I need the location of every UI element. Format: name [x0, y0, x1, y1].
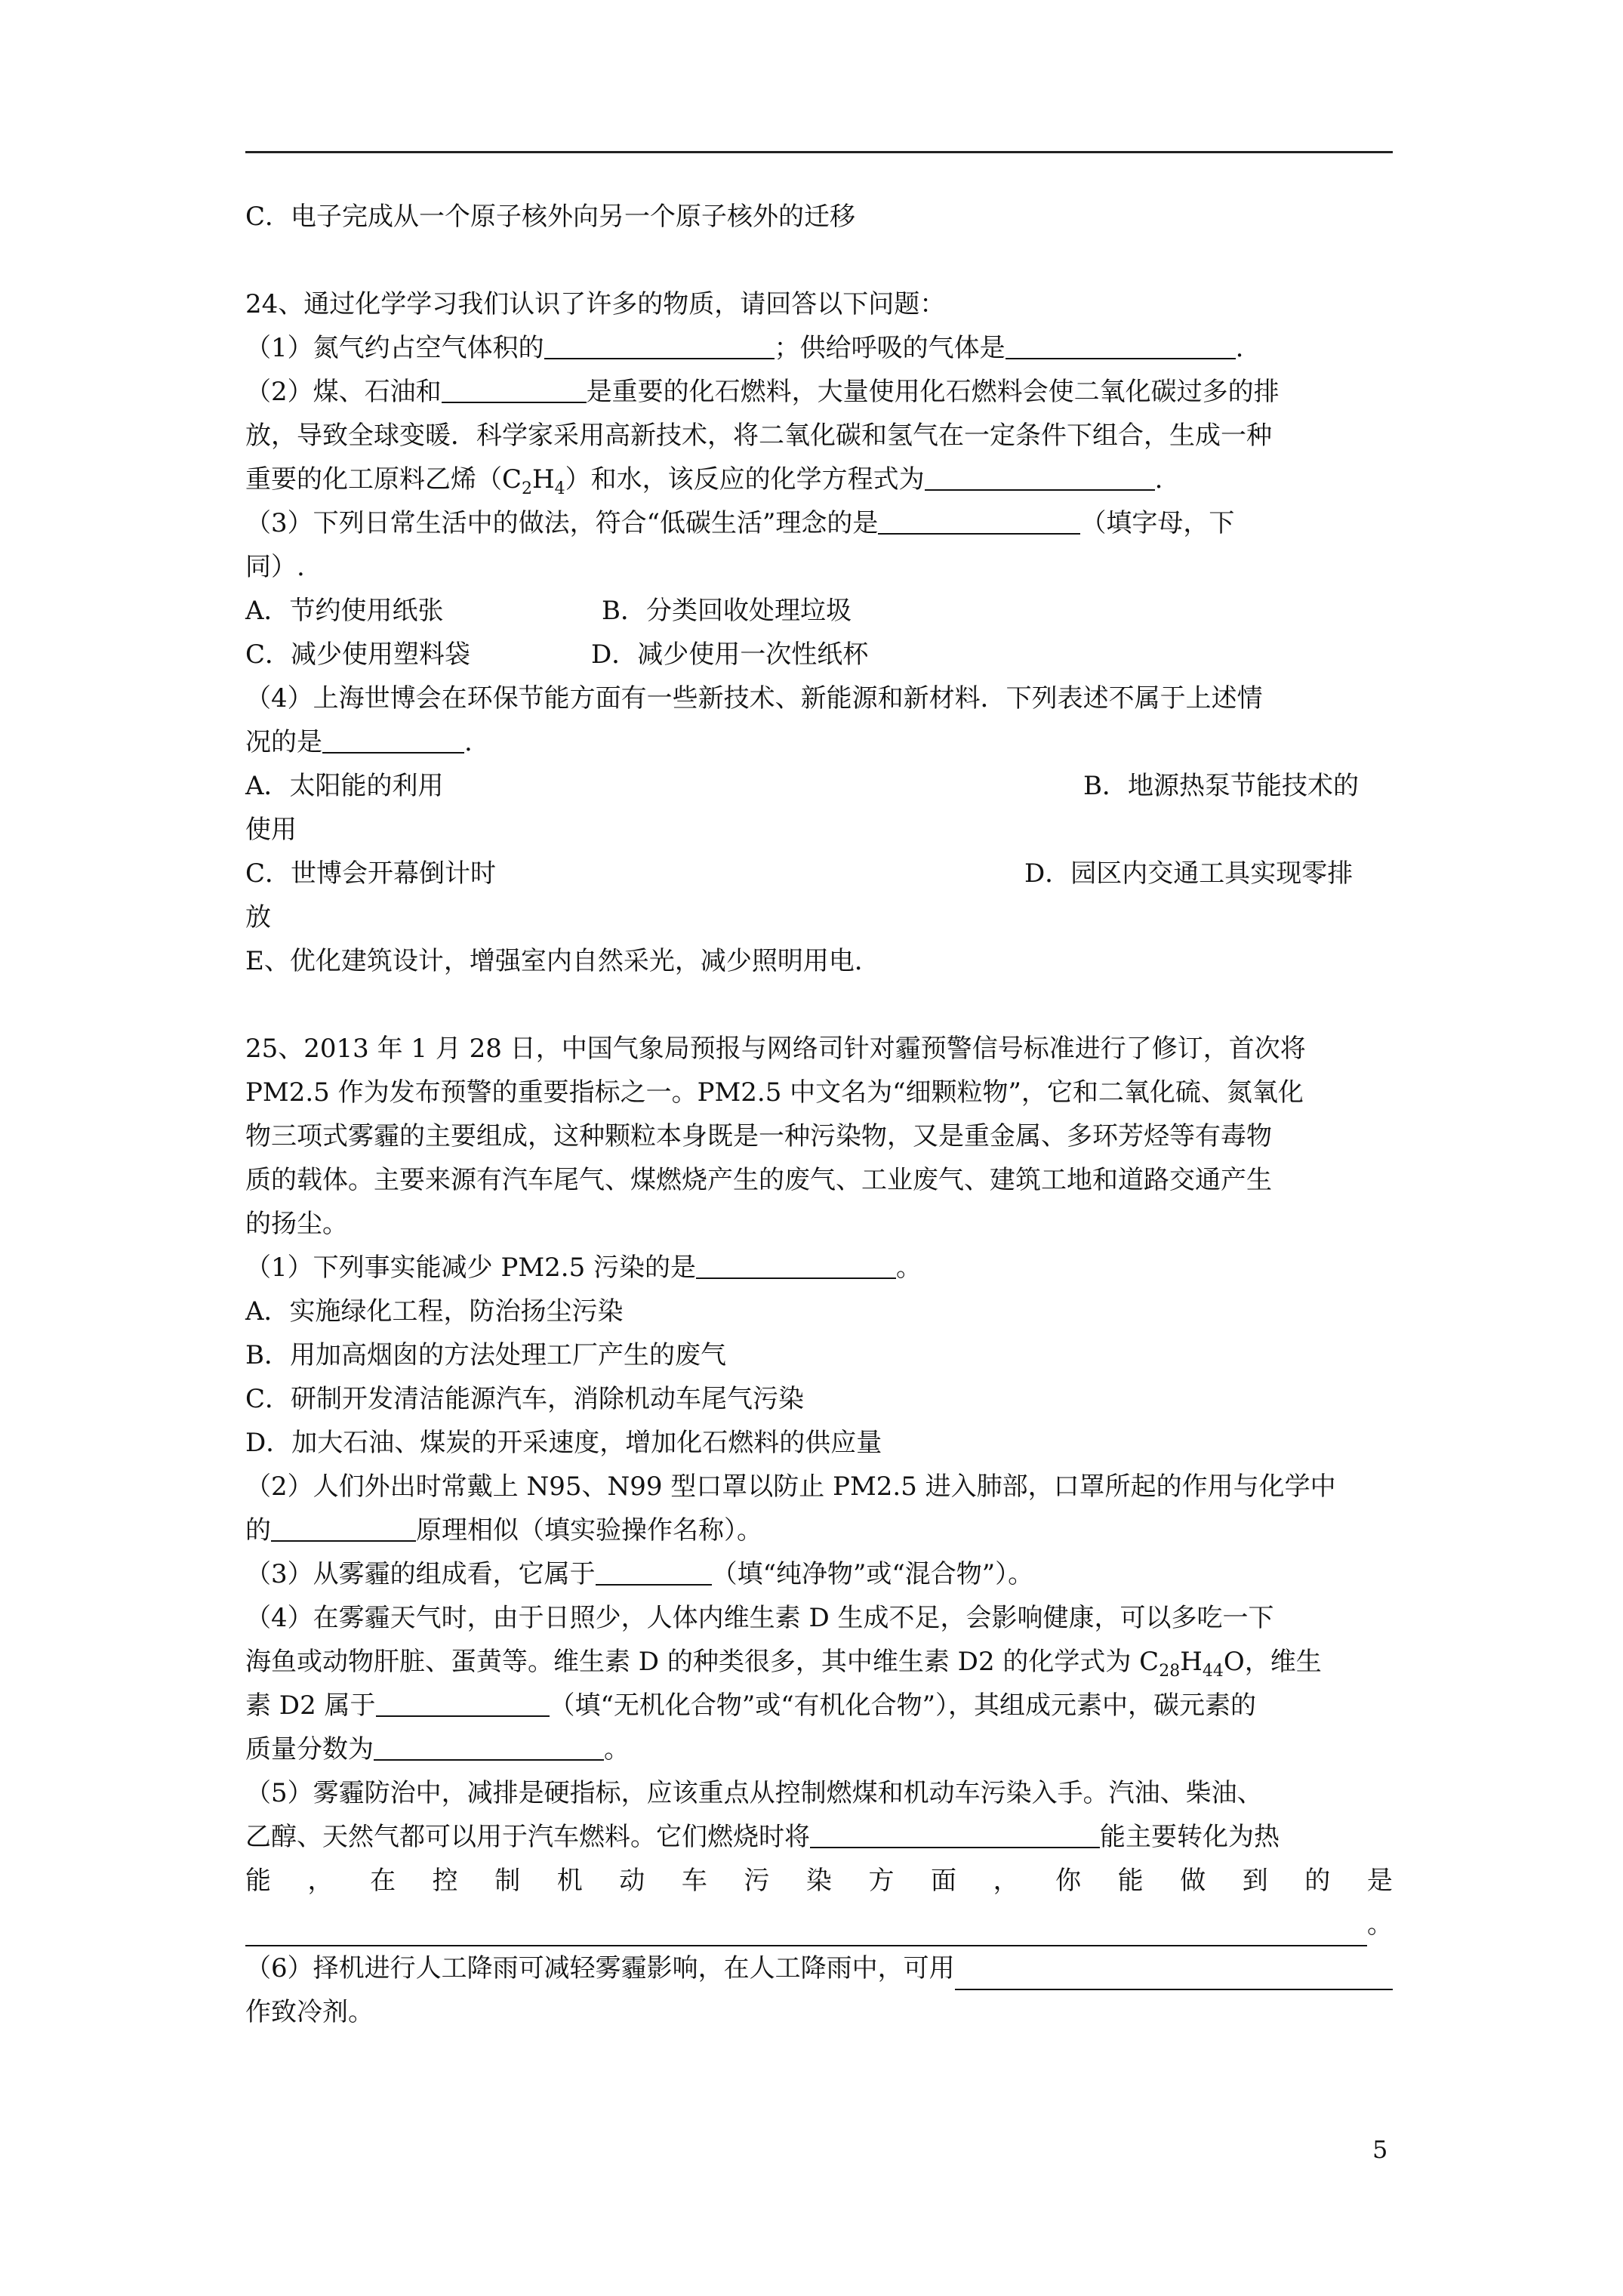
q25-part4-line1: （4）在雾霾天气时，由于日照少，人体内维生素 D 生成不足，会影响健康，可以多吃一下: [245, 1603, 1274, 1633]
q24-p3-blank[interactable]: [878, 503, 1080, 535]
q25-part2-line1: （2）人们外出时常戴上 N95、N99 型口罩以防止 PM2.5 进入肺部，口罩所起的作用与化学中: [245, 1472, 1336, 1502]
header-rule: [245, 151, 1393, 153]
q24-p2-text-e: ）和水，该反应的化学方程式为: [565, 464, 925, 495]
q25-part2-line2: [245, 1509, 1393, 1552]
q25-p5-justified-char: 的: [1304, 1866, 1331, 1896]
q24-p3-options-ab: [245, 589, 1393, 633]
q25-part4-line3: [245, 1684, 1393, 1727]
q25-p5-justified-char: 机: [556, 1866, 583, 1896]
q24-p4-option-e: E、优化建筑设计，增强室内自然采光，减少照明用电．: [245, 946, 880, 976]
q25-p2-text-b: 原理相似（填实验操作名称）。: [416, 1515, 762, 1546]
q24-p1-text-b: ；供给呼吸的气体是: [774, 333, 1006, 363]
q25-part5-line4: [245, 1903, 1393, 1946]
q24-p2-subscript-1: 2: [522, 479, 533, 498]
q25-intro-line5: 的扬尘。: [245, 1209, 348, 1239]
q25-p4-text-e: （填“无机化合物”或“有机化合物”），其组成元素中，碳元素的: [549, 1690, 1257, 1721]
q25-p6-blank[interactable]: [955, 1959, 1393, 1990]
q25-p4-text-b: H: [1180, 1647, 1203, 1677]
q25-p5-text-b: 能主要转化为热: [1100, 1822, 1280, 1852]
q25-part5-line3: [245, 1859, 1393, 1903]
q24-part4-line1: （4）上海世博会在环保节能方面有一些新技术、新能源和新材料．下列表述不属于上述情: [245, 683, 1263, 713]
q25-p5-justified-char: 控: [432, 1866, 458, 1896]
q25-part5-line2: [245, 1815, 1393, 1859]
q24-p3-text-b: （填字母，下: [1080, 508, 1235, 538]
q25-intro-line4: 质的载体。主要来源有汽车尾气、煤燃烧产生的废气、工业废气、建筑工地和道路交通产生: [245, 1165, 1272, 1195]
spacer: [245, 239, 1393, 282]
q24-p4-option-b: B．地源热泵节能技术的: [1083, 771, 1359, 801]
q25-p4-text-c: O，维生: [1223, 1647, 1322, 1677]
q25-part4-line2: [245, 1640, 1393, 1684]
q25-p4-blank-1[interactable]: [376, 1685, 550, 1717]
q25-p1-text-a: （1）下列事实能减少 PM2.5 污染的是: [245, 1253, 697, 1283]
q24-p3-text-a: （3）下列日常生活中的做法，符合“低碳生活”理念的是: [245, 508, 879, 538]
q25-p5-justified-char: 你: [1055, 1866, 1082, 1896]
q25-p2-text-a: 的: [245, 1515, 271, 1546]
q25-p4-subscript-1: 28: [1159, 1661, 1181, 1681]
q25-part4-line4: [245, 1727, 1393, 1771]
q24-p3-option-d: D．减少使用一次性纸杯: [591, 639, 869, 670]
q25-p5-justified-char: 动: [619, 1866, 645, 1896]
q24-part1: [245, 326, 1393, 370]
q24-p3-option-b: B．分类回收处理垃圾: [602, 596, 852, 626]
q25-p1-option-a: A．实施绿化工程，防治扬尘污染: [245, 1296, 624, 1327]
q24-p4-option-b-cont: 使用: [245, 815, 297, 845]
q25-p5-justified-char: 能: [245, 1866, 271, 1896]
q25-p5-justified-char: 能: [1117, 1866, 1144, 1896]
q25-p3-blank[interactable]: [596, 1554, 712, 1586]
q24-p4-option-c: C．世博会开幕倒计时: [245, 858, 497, 889]
q25-p5-justified-char: 是: [1366, 1866, 1393, 1896]
q25-p5-blank-1[interactable]: [810, 1817, 1100, 1848]
q25-part3: [245, 1552, 1393, 1596]
q24-p2-text-d: H: [532, 464, 555, 495]
q24-p4-text-a: 况的是: [245, 727, 322, 757]
q24-part2-line2: 放，导致全球变暖．科学家采用高新技术，将二氧化碳和氢气在一定条件下组合，生成一种: [245, 421, 1272, 451]
q25-intro-line1: 25、2013 年 1 月 28 日，中国气象局预报与网络司针对霾预警信号标准进行了修订，首次将: [245, 1034, 1306, 1064]
q24-part2-line1: [245, 370, 1393, 414]
q25-part6-line1: [245, 1946, 1393, 1990]
q24-p4-option-d: D．园区内交通工具实现零排: [1024, 858, 1354, 889]
q25-p5-justified-char: 污: [744, 1866, 770, 1896]
q25-p4-subscript-2: 44: [1202, 1661, 1224, 1681]
q25-p3-text-b: （填“纯净物”或“混合物”）。: [711, 1559, 1034, 1589]
q25-p4-text-a: 海鱼或动物肝脏、蛋黄等。维生素 D 的种类很多，其中维生素 D2 的化学式为 C: [245, 1647, 1160, 1677]
q25-part1: [245, 1246, 1393, 1290]
q24-intro: 24、通过化学学习我们认识了许多的物质，请回答以下问题：: [245, 289, 946, 319]
q23-option-c: C．电子完成从一个原子核外向另一个原子核外的迁移: [245, 202, 856, 232]
q24-p1-text-c: .: [1235, 333, 1244, 363]
q24-part2-line3: [245, 458, 1393, 501]
q24-p2-text-b: 是重要的化石燃料，大量使用化石燃料会使二氧化碳过多的排: [586, 377, 1280, 407]
q25-p5-text-end: 。: [1367, 1909, 1393, 1940]
q24-part3-line2: 同）.: [245, 552, 305, 582]
q25-p5-justified-char: 面: [931, 1866, 957, 1896]
q25-p5-justified-char: ，: [993, 1866, 1019, 1896]
q25-p5-justified-char: 染: [805, 1866, 832, 1896]
q25-p1-option-c: C．研制开发清洁能源汽车，消除机动车尾气污染: [245, 1384, 805, 1414]
q24-p2-blank-2[interactable]: [925, 459, 1155, 491]
q25-p5-justified-char: 制: [494, 1866, 521, 1896]
q24-p3-options-cd: [245, 633, 1393, 676]
q24-p2-text-c: 重要的化工原料乙烯（C: [245, 464, 522, 495]
q25-p1-option-d: D．加大石油、煤炭的开采速度，增加化石燃料的供应量: [245, 1428, 882, 1458]
q25-p5-text-a: 乙醇、天然气都可以用于汽车燃料。它们燃烧时将: [245, 1822, 810, 1852]
q25-part6-line2: 作致冷剂。: [245, 1997, 374, 2027]
q24-p4-option-a: A．太阳能的利用: [245, 771, 444, 801]
q24-p4-text-b: .: [464, 727, 473, 757]
q25-p4-text-f: 质量分数为: [245, 1734, 374, 1764]
q24-p2-subscript-2: 4: [554, 479, 565, 498]
q24-p1-text-a: （1）氮气约占空气体积的: [245, 333, 544, 363]
q24-p3-option-a: A．节约使用纸张: [245, 596, 444, 626]
q24-p1-blank-2[interactable]: [1006, 328, 1236, 359]
content: [245, 195, 1393, 2034]
q25-p1-text-b: 。: [896, 1253, 922, 1283]
q24-part4-line2: [245, 720, 1393, 764]
q24-p2-blank-1[interactable]: [442, 371, 587, 403]
q25-intro-line3: 物三项式雾霾的主要组成，这种颗粒本身既是一种污染物，又是重金属、多环芳烃等有毒物: [245, 1121, 1272, 1151]
q25-part5-line1: （5）雾霾防治中，减排是硬指标，应该重点从控制燃煤和机动车污染入手。汽油、柴油、: [245, 1778, 1263, 1808]
q25-intro-line2: PM2.5 作为发布预警的重要指标之一。PM2.5 中文名为“细颗粒物”，它和二氧化硫、氮氧化: [245, 1077, 1304, 1108]
q24-p4-blank[interactable]: [322, 722, 464, 754]
page-number: 5: [1372, 2135, 1388, 2164]
q24-p2-text-a: （2）煤、石油和: [245, 377, 442, 407]
q25-p5-justified-char: 方: [868, 1866, 895, 1896]
q25-p6-text-a: （6）择机进行人工降雨可减轻雾霾影响，在人工降雨中，可用: [245, 1953, 955, 1983]
q25-p1-blank[interactable]: [696, 1247, 896, 1279]
q25-p5-justified-char: 做: [1180, 1866, 1206, 1896]
q25-p5-justified-char: 到: [1242, 1866, 1268, 1896]
q24-p4-option-d-cont: 放: [245, 902, 271, 932]
q24-p1-blank-1[interactable]: [544, 328, 775, 359]
q24-p3-option-c: C．减少使用塑料袋: [245, 639, 471, 670]
q24-p2-text-f: .: [1154, 464, 1163, 495]
q25-p4-text-g: 。: [604, 1734, 630, 1764]
q25-p5-justified-char: 车: [681, 1866, 707, 1896]
q25-p4-blank-2[interactable]: [374, 1729, 604, 1761]
q25-p2-blank[interactable]: [271, 1510, 416, 1542]
q25-p5-justified-char: ，: [307, 1866, 334, 1896]
q24-p4-options-ab: [245, 764, 1393, 808]
spacer: [245, 983, 1393, 1027]
q25-p4-text-d: 素 D2 属于: [245, 1690, 376, 1721]
q25-p3-text-a: （3）从雾霾的组成看，它属于: [245, 1559, 596, 1589]
q24-p4-options-cd: [245, 852, 1393, 895]
q25-p5-blank-2[interactable]: [245, 1915, 1367, 1946]
q25-p5-justified-char: 在: [370, 1866, 396, 1896]
q24-part3-line1: [245, 501, 1393, 545]
q25-p1-option-b: B．用加高烟囱的方法处理工厂产生的废气: [245, 1340, 726, 1370]
